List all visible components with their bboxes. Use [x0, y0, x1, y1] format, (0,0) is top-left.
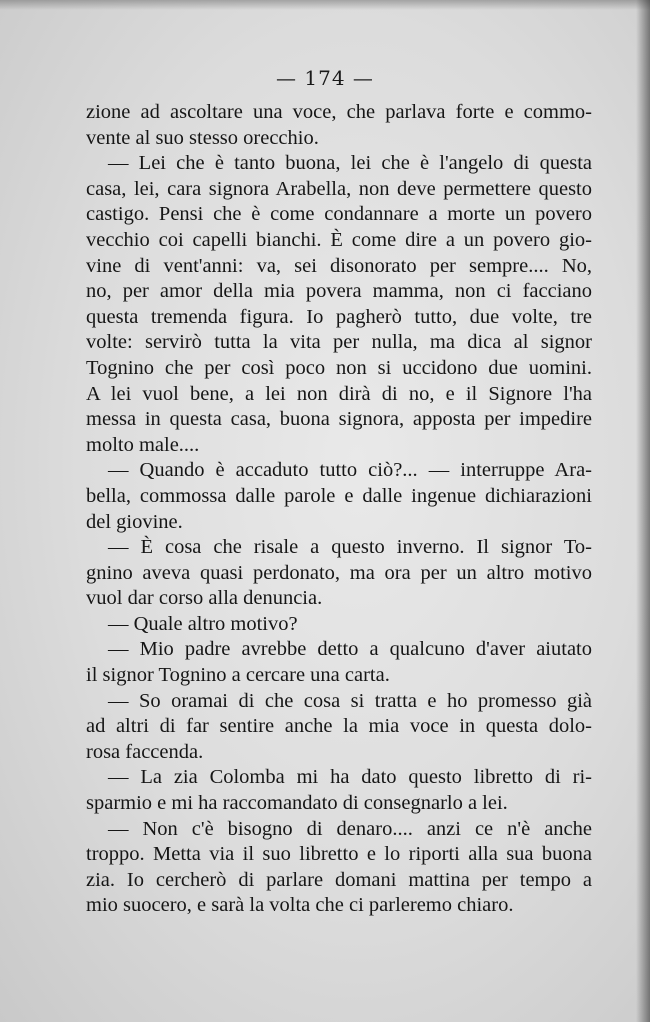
- text-line: rosa faccenda.: [86, 740, 204, 763]
- text-line: no, per amor della mia povera mamma, non ci facciano: [86, 280, 592, 303]
- text-line: — Lei che è tanto buona, lei che è l'angelo di questa: [108, 152, 592, 175]
- text-line: Tognino che per così poco non si uccidono due uomini.: [86, 356, 592, 379]
- text-line: — Non c'è bisogno di denaro.... anzi ce n'è anche: [108, 817, 592, 840]
- text-line: — Mio padre avrebbe detto a qualcuno d'aver aiutato: [108, 638, 592, 661]
- page-right-shadow: [636, 0, 650, 1022]
- page-number: — 174 —: [276, 66, 374, 90]
- text-line: vente al suo stesso orecchio.: [86, 126, 319, 149]
- text-line: vine di vent'anni: va, sei disonorato per sempre.... No,: [86, 254, 592, 277]
- text-line: gnino aveva quasi perdonato, ma ora per un altro motivo: [86, 561, 592, 584]
- text-line: castigo. Pensi che è come condannare a morte un povero: [86, 203, 592, 226]
- text-line: messa in questa casa, buona signora, apposta per impedire: [86, 408, 592, 431]
- text-line: casa, lei, cara signora Arabella, non deve permettere questo: [86, 177, 592, 200]
- text-line: vecchio coi capelli bianchi. È come dire a un povero gio-: [86, 228, 592, 251]
- body-text: [86, 100, 592, 919]
- text-line: sparmio e mi ha raccomandato di consegnarlo a lei.: [86, 792, 508, 815]
- page-top-shadow: [0, 0, 650, 10]
- text-line: volte: servirò tutta la vita per nulla, ma dica al signor: [86, 331, 592, 354]
- text-line: — La zia Colomba mi ha dato questo libretto di ri-: [108, 766, 592, 789]
- text-line: mio suocero, e sarà la volta che ci parleremo chiaro.: [86, 894, 514, 917]
- text-line: zia. Io cercherò di parlare domani mattina per tempo a: [86, 868, 592, 891]
- text-line: vuol dar corso alla denuncia.: [86, 587, 323, 610]
- text-line: — So oramai di che cosa si tratta e ho promesso già: [108, 689, 592, 712]
- text-line: — È cosa che risale a questo inverno. Il signor To-: [108, 536, 592, 559]
- text-line: molto male....: [86, 433, 200, 456]
- text-line: ad altri di far sentire anche la mia voce in questa dolo-: [86, 715, 592, 738]
- text-line: — Quale altro motivo?: [108, 612, 298, 635]
- text-line: troppo. Metta via il suo libretto e lo riporti alla sua buona: [86, 843, 592, 866]
- text-line: A lei vuol bene, a lei non dirà di no, e il Signore l'ha: [86, 382, 592, 405]
- text-line: — Quando è accaduto tutto ciò?... — interruppe Ara-: [108, 459, 592, 482]
- text-line: del giovine.: [86, 510, 183, 533]
- text-line: il signor Tognino a cercare una carta.: [86, 664, 390, 687]
- text-line: bella, commossa dalle parole e dalle ingenue dichiarazioni: [86, 484, 592, 507]
- text-line: questa tremenda figura. Io pagherò tutto, due volte, tre: [86, 305, 592, 328]
- text-line: zione ad ascoltare una voce, che parlava forte e commo-: [86, 101, 592, 123]
